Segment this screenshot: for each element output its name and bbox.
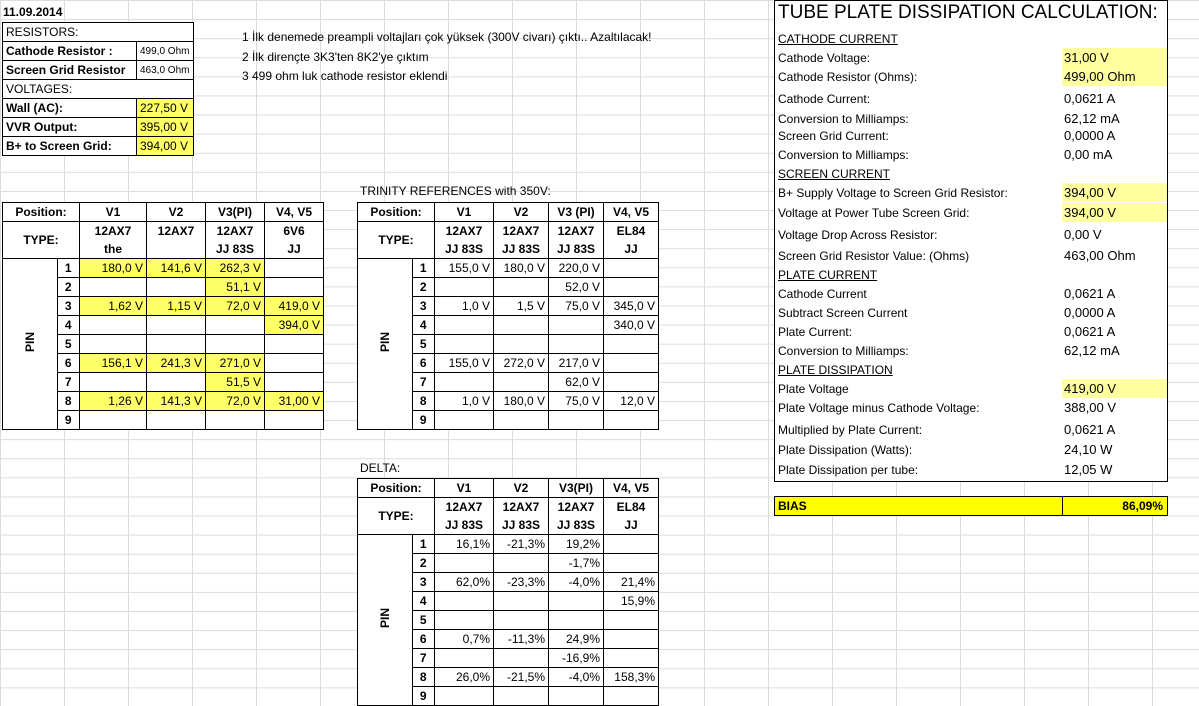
voltage-cell[interactable] [80, 373, 147, 392]
pin-number[interactable]: 6 [412, 354, 434, 373]
calc-section-heading[interactable]: CATHODE CURRENT [778, 32, 898, 46]
voltage-cell[interactable]: -16,9% [549, 649, 604, 668]
note-2[interactable]: 2 İlk dirençte 3K3'ten 8K2'ye çıktım [242, 50, 429, 64]
cathode-resistor-value[interactable]: 499,0 Ohm [137, 42, 194, 61]
calc-value[interactable]: 0,0621 A [1064, 286, 1116, 301]
calc-label[interactable]: Conversion to Milliamps: [778, 148, 909, 162]
calc-section-row [775, 29, 1167, 48]
voltage-cell[interactable] [604, 649, 659, 668]
type-header[interactable]: TYPE: [358, 222, 435, 259]
voltage-cell[interactable]: -23,3% [494, 573, 549, 592]
pin-label-text: PIN [377, 332, 392, 353]
pin-number[interactable]: 5 [412, 335, 434, 354]
voltage-cell[interactable]: 21,4% [604, 573, 659, 592]
voltage-cell[interactable]: -1,7% [549, 554, 604, 573]
calc-value[interactable]: 0,0621 A [1064, 422, 1116, 437]
wall-ac-value[interactable]: 227,50 V [137, 99, 194, 118]
calc-row [775, 203, 1167, 222]
voltage-cell[interactable] [604, 554, 659, 573]
voltage-cell[interactable] [435, 687, 494, 706]
voltage-cell[interactable] [494, 611, 549, 630]
voltage-cell[interactable] [80, 335, 147, 354]
type-cell[interactable]: 12AX7 [549, 222, 604, 241]
voltage-cell[interactable] [494, 335, 549, 354]
voltage-cell[interactable]: 62,0% [435, 573, 494, 592]
pin-number[interactable]: 3 [412, 573, 434, 592]
voltage-cell[interactable] [604, 354, 659, 373]
type-cell[interactable]: JJ [265, 240, 324, 259]
voltage-cell[interactable]: -21,3% [494, 535, 549, 554]
voltage-cell[interactable] [435, 554, 494, 573]
voltage-cell[interactable] [435, 335, 494, 354]
voltage-cell[interactable]: 180,0 V [80, 259, 147, 278]
wall-ac-label[interactable]: Wall (AC): [3, 99, 137, 118]
position-header[interactable]: Position: [358, 203, 435, 222]
voltage-cell[interactable] [147, 373, 206, 392]
calc-value[interactable]: 388,00 V [1064, 400, 1117, 415]
type-cell[interactable]: JJ 83S [494, 516, 549, 535]
voltage-cell[interactable]: 52,0 V [549, 278, 604, 297]
calc-section-heading[interactable]: SCREEN CURRENT [778, 167, 891, 181]
voltage-cell[interactable]: 15,9% [604, 592, 659, 611]
col-header[interactable]: V1 [435, 203, 494, 222]
voltage-cell[interactable] [435, 373, 494, 392]
calc-label[interactable]: Screen Grid Current: [778, 129, 889, 143]
calc-row [775, 398, 1167, 417]
pin-number[interactable]: 2 [412, 278, 434, 297]
calc-value[interactable]: 419,00 V [1062, 379, 1167, 398]
pin-number[interactable]: 3 [412, 297, 434, 316]
calc-label[interactable]: Conversion to Milliamps: [778, 344, 909, 358]
voltage-cell[interactable]: 180,0 V [494, 392, 549, 411]
type-header[interactable]: TYPE: [3, 222, 80, 259]
voltage-cell[interactable]: 241,3 V [147, 354, 206, 373]
pin-number[interactable]: 1 [57, 259, 79, 278]
position-header[interactable]: Position: [358, 479, 435, 498]
voltage-cell[interactable] [147, 335, 206, 354]
trinity-table [357, 202, 659, 430]
voltage-cell[interactable] [604, 535, 659, 554]
trinity-caption[interactable]: TRINITY REFERENCES with 350V: [360, 184, 551, 198]
calc-row [775, 126, 1167, 145]
voltage-cell[interactable]: 51,1 V [206, 278, 265, 297]
voltage-cell[interactable]: 1,0 V [435, 297, 494, 316]
type-cell[interactable]: JJ 83S [494, 240, 549, 259]
voltage-cell[interactable] [549, 592, 604, 611]
bias-row [774, 496, 1168, 516]
calc-value[interactable]: 62,12 mA [1064, 343, 1120, 358]
voltage-cell[interactable]: 340,0 V [604, 316, 659, 335]
pin-row [3, 259, 324, 278]
voltages-title[interactable]: VOLTAGES: [3, 80, 194, 99]
bplus-screen-label[interactable]: B+ to Screen Grid: [3, 137, 137, 156]
voltage-cell[interactable]: 0,7% [435, 630, 494, 649]
voltage-cell[interactable]: 31,00 V [265, 392, 324, 411]
type-cell[interactable]: JJ 83S [435, 240, 494, 259]
calc-row [775, 322, 1167, 341]
type-cell[interactable]: 12AX7 [206, 222, 265, 241]
voltage-cell[interactable]: 220,0 V [549, 259, 604, 278]
calc-label[interactable]: Plate Dissipation (Watts): [778, 443, 913, 457]
type-cell[interactable] [147, 240, 206, 259]
voltage-cell[interactable] [265, 411, 324, 430]
pin-number[interactable]: 7 [57, 373, 79, 392]
type-cell[interactable]: EL84 [604, 498, 659, 517]
type-cell[interactable]: JJ [604, 240, 659, 259]
calc-label[interactable]: Cathode Resistor (Ohms): [778, 70, 918, 84]
pin-number[interactable]: 8 [412, 668, 434, 687]
voltage-cell[interactable]: 180,0 V [494, 259, 549, 278]
plate-dissipation-calc [774, 0, 1168, 482]
calc-value[interactable]: 0,0000 A [1064, 128, 1116, 143]
pin-label[interactable] [3, 259, 58, 430]
screen-grid-resistor-value[interactable]: 463,0 Ohm [137, 61, 194, 80]
pin-label[interactable] [358, 535, 413, 706]
col-header[interactable]: V3(PI) [206, 203, 265, 222]
pin-number[interactable]: 6 [57, 354, 79, 373]
voltage-cell[interactable]: 217,0 V [549, 354, 604, 373]
delta-table [357, 478, 659, 706]
voltage-cell[interactable]: 51,5 V [206, 373, 265, 392]
calc-row [775, 67, 1167, 86]
voltage-cell[interactable] [206, 316, 265, 335]
voltage-cell[interactable]: 19,2% [549, 535, 604, 554]
pin-number[interactable]: 9 [412, 687, 434, 706]
calc-value[interactable]: 62,12 mA [1064, 111, 1120, 126]
voltage-cell[interactable] [435, 278, 494, 297]
voltage-cell[interactable] [604, 335, 659, 354]
voltage-cell[interactable]: 75,0 V [549, 297, 604, 316]
type-cell[interactable]: JJ 83S [549, 240, 604, 259]
voltage-cell[interactable]: 72,0 V [206, 392, 265, 411]
voltage-cell[interactable]: 272,0 V [494, 354, 549, 373]
type-cell[interactable]: JJ [604, 516, 659, 535]
cathode-resistor-label[interactable]: Cathode Resistor : [3, 42, 137, 61]
type-cell[interactable]: 12AX7 [435, 498, 494, 517]
vvr-output-value[interactable]: 395,00 V [137, 118, 194, 137]
voltage-cell[interactable] [435, 592, 494, 611]
voltage-cell[interactable] [494, 592, 549, 611]
bias-value[interactable]: 86,09% [1122, 499, 1163, 513]
col-header[interactable]: V4, V5 [604, 479, 659, 498]
col-header[interactable]: V1 [435, 479, 494, 498]
calc-row [775, 246, 1167, 265]
calc-label[interactable]: Plate Voltage minus Cathode Voltage: [778, 401, 980, 415]
voltage-cell[interactable]: 394,0 V [265, 316, 324, 335]
calc-value[interactable]: 499,00 Ohm [1062, 67, 1167, 86]
voltage-cell[interactable] [265, 354, 324, 373]
pin-number[interactable]: 2 [412, 554, 434, 573]
calc-title[interactable]: TUBE PLATE DISSIPATION CALCULATION: [778, 2, 1158, 23]
voltage-cell[interactable] [265, 278, 324, 297]
voltage-cell[interactable]: 1,0 V [435, 392, 494, 411]
pin-number[interactable]: 5 [412, 611, 434, 630]
type-cell[interactable]: 12AX7 [147, 222, 206, 241]
calc-label[interactable]: Plate Current: [778, 325, 853, 339]
voltage-cell[interactable]: 158,3% [604, 668, 659, 687]
calc-section-row [775, 265, 1167, 284]
pin-number[interactable]: 5 [57, 335, 79, 354]
voltage-cell[interactable] [494, 278, 549, 297]
calc-label[interactable]: Voltage Drop Across Resistor: [778, 228, 938, 242]
calc-row [775, 460, 1167, 479]
voltage-cell[interactable] [147, 278, 206, 297]
calc-section-row [775, 360, 1167, 379]
voltage-cell[interactable]: 345,0 V [604, 297, 659, 316]
voltage-cell[interactable]: 155,0 V [435, 259, 494, 278]
calc-value[interactable]: 463,00 Ohm [1064, 248, 1136, 263]
calc-value[interactable]: 0,00 V [1064, 227, 1102, 242]
voltage-cell[interactable]: 155,0 V [435, 354, 494, 373]
calc-row [775, 303, 1167, 322]
calc-row [775, 89, 1167, 108]
voltage-cell[interactable] [265, 335, 324, 354]
voltage-cell[interactable] [80, 278, 147, 297]
calc-value[interactable]: 0,00 mA [1064, 147, 1113, 162]
calc-value[interactable]: 31,00 V [1062, 48, 1167, 67]
resistors-table [2, 22, 194, 156]
type-cell[interactable]: 12AX7 [494, 498, 549, 517]
type-cell[interactable]: 12AX7 [80, 222, 147, 241]
pin-number[interactable]: 4 [412, 316, 434, 335]
voltage-cell[interactable]: 262,3 V [206, 259, 265, 278]
voltage-cell[interactable] [604, 411, 659, 430]
calc-row [775, 225, 1167, 244]
calc-value[interactable]: 24,10 W [1064, 442, 1113, 457]
col-header[interactable]: V4, V5 [604, 203, 659, 222]
voltage-cell[interactable] [604, 687, 659, 706]
voltage-cell[interactable] [435, 649, 494, 668]
type-cell[interactable]: 12AX7 [549, 498, 604, 517]
col-header[interactable]: V3 (PI) [549, 203, 604, 222]
pin-number[interactable]: 1 [412, 259, 434, 278]
calc-label[interactable]: Conversion to Milliamps: [778, 112, 909, 126]
voltage-cell[interactable]: 62,0 V [549, 373, 604, 392]
bplus-screen-value[interactable]: 394,00 V [137, 137, 194, 156]
pin-label[interactable] [358, 259, 413, 430]
calc-row [775, 379, 1167, 398]
voltage-cell[interactable] [206, 335, 265, 354]
calc-row [775, 183, 1167, 202]
voltage-cell[interactable] [494, 649, 549, 668]
pin-row [358, 535, 659, 554]
pin-number[interactable]: 1 [412, 535, 434, 554]
type-cell[interactable]: 12AX7 [494, 222, 549, 241]
calc-row [775, 284, 1167, 303]
pin-number[interactable]: 4 [412, 592, 434, 611]
type-cell[interactable]: EL84 [604, 222, 659, 241]
voltage-cell[interactable]: 141,6 V [147, 259, 206, 278]
bias-label[interactable]: BIAS [778, 499, 807, 513]
voltage-cell[interactable] [494, 316, 549, 335]
calc-value[interactable]: 394,00 V [1062, 203, 1167, 222]
calc-row [775, 48, 1167, 67]
voltage-cell[interactable]: 1,62 V [80, 297, 147, 316]
voltage-cell[interactable] [604, 611, 659, 630]
vvr-output-label[interactable]: VVR Output: [3, 118, 137, 137]
pin-number[interactable]: 7 [412, 649, 434, 668]
voltage-cell[interactable]: 12,0 V [604, 392, 659, 411]
voltage-cell[interactable] [265, 373, 324, 392]
voltage-cell[interactable] [494, 687, 549, 706]
col-header[interactable]: V4, V5 [265, 203, 324, 222]
pin-label-text: PIN [377, 608, 392, 629]
note-1[interactable]: 1 İlk denemede preampli voltajları çok yüksek (300V civarı) çıktı.. Azaltılacak! [242, 30, 652, 44]
voltage-cell[interactable] [604, 278, 659, 297]
pin-number[interactable]: 6 [412, 630, 434, 649]
type-cell[interactable]: JJ 83S [549, 516, 604, 535]
calc-value[interactable]: 0,0621 A [1064, 324, 1116, 339]
calc-row [775, 145, 1167, 164]
type-cell[interactable]: 12AX7 [435, 222, 494, 241]
voltage-cell[interactable] [549, 687, 604, 706]
type-cell[interactable]: the [80, 240, 147, 259]
voltage-cell[interactable]: 24,9% [549, 630, 604, 649]
calc-label[interactable]: Cathode Current: [778, 92, 871, 106]
calc-label[interactable]: Voltage at Power Tube Screen Grid: [778, 206, 970, 220]
calc-label[interactable]: Cathode Voltage: [778, 51, 871, 65]
type-cell[interactable]: JJ 83S [435, 516, 494, 535]
voltage-cell[interactable]: 1,5 V [494, 297, 549, 316]
voltage-cell[interactable] [604, 630, 659, 649]
pin-number[interactable]: 4 [57, 316, 79, 335]
calc-section-row [775, 164, 1167, 183]
pin-number[interactable]: 9 [57, 411, 79, 430]
voltage-cell[interactable] [265, 259, 324, 278]
pin-number[interactable]: 9 [412, 411, 434, 430]
type-cell[interactable]: 6V6 [265, 222, 324, 241]
pin-number[interactable]: 7 [412, 373, 434, 392]
pin-number[interactable]: 8 [412, 392, 434, 411]
voltage-cell[interactable]: -21,5% [494, 668, 549, 687]
pin-number[interactable]: 8 [57, 392, 79, 411]
voltage-cell[interactable] [147, 411, 206, 430]
calc-label[interactable]: Multiplied by Plate Current: [778, 423, 923, 437]
pin-label-text: PIN [22, 332, 37, 353]
voltage-cell[interactable] [147, 316, 206, 335]
delta-caption[interactable]: DELTA: [360, 461, 401, 475]
pin-number[interactable]: 3 [57, 297, 79, 316]
voltage-cell[interactable]: 141,3 V [147, 392, 206, 411]
type-cell[interactable]: JJ 83S [206, 240, 265, 259]
calc-value[interactable]: 0,0621 A [1064, 91, 1116, 106]
voltage-cell[interactable] [494, 373, 549, 392]
voltage-cell[interactable] [435, 611, 494, 630]
voltage-cell[interactable] [549, 335, 604, 354]
col-header[interactable]: V2 [147, 203, 206, 222]
voltage-cell[interactable] [494, 411, 549, 430]
calc-label[interactable]: Plate Dissipation per tube: [778, 463, 919, 477]
calc-row [775, 440, 1167, 459]
voltage-cell[interactable]: 1,15 V [147, 297, 206, 316]
voltage-cell[interactable]: -11,3% [494, 630, 549, 649]
voltage-cell[interactable]: 271,0 V [206, 354, 265, 373]
calc-value[interactable]: 0,0000 A [1064, 305, 1116, 320]
calc-label[interactable]: B+ Supply Voltage to Screen Grid Resistor: [778, 186, 1008, 200]
voltage-cell[interactable] [435, 411, 494, 430]
calc-row [775, 420, 1167, 439]
calc-label[interactable]: Cathode Current [778, 287, 867, 301]
col-header[interactable]: V3(PI) [549, 479, 604, 498]
voltage-cell[interactable] [549, 316, 604, 335]
voltage-cell[interactable] [206, 411, 265, 430]
measurements-table [2, 202, 324, 430]
voltage-cell[interactable] [494, 554, 549, 573]
note-3[interactable]: 3 499 ohm luk cathode resistor eklendi [242, 69, 448, 83]
calc-value[interactable]: 12,05 W [1064, 462, 1113, 477]
voltage-cell[interactable] [435, 316, 494, 335]
resistors-title[interactable]: RESISTORS: [3, 23, 194, 42]
calc-label[interactable]: Plate Voltage [778, 382, 849, 396]
pin-number[interactable]: 2 [57, 278, 79, 297]
calc-section-heading[interactable]: PLATE CURRENT [778, 268, 878, 282]
voltage-cell[interactable]: 72,0 V [206, 297, 265, 316]
voltage-cell[interactable] [604, 259, 659, 278]
col-header[interactable]: V2 [494, 479, 549, 498]
screen-grid-resistor-label[interactable]: Screen Grid Resistor [3, 61, 137, 80]
calc-label[interactable]: Subtract Screen Current [778, 306, 908, 320]
calc-section-heading[interactable]: PLATE DISSIPATION [778, 363, 893, 377]
calc-label[interactable]: Screen Grid Resistor Value: (Ohms) [778, 249, 970, 263]
voltage-cell[interactable] [549, 411, 604, 430]
calc-row [775, 341, 1167, 360]
type-header[interactable]: TYPE: [358, 498, 435, 535]
position-header[interactable]: Position: [3, 203, 80, 222]
voltage-cell[interactable]: 156,1 V [80, 354, 147, 373]
voltage-cell[interactable] [549, 611, 604, 630]
calc-value[interactable]: 394,00 V [1062, 183, 1167, 202]
pin-row [358, 259, 659, 278]
voltage-cell[interactable]: 419,0 V [265, 297, 324, 316]
voltage-cell[interactable]: 16,1% [435, 535, 494, 554]
voltage-cell[interactable] [80, 411, 147, 430]
voltage-cell[interactable]: 26,0% [435, 668, 494, 687]
voltage-cell[interactable] [604, 373, 659, 392]
voltage-cell[interactable]: 1,26 V [80, 392, 147, 411]
voltage-cell[interactable]: -4,0% [549, 668, 604, 687]
col-header[interactable]: V2 [494, 203, 549, 222]
voltage-cell[interactable]: -4,0% [549, 573, 604, 592]
voltage-cell[interactable]: 75,0 V [549, 392, 604, 411]
col-header[interactable]: V1 [80, 203, 147, 222]
date-cell[interactable]: 11.09.2014 [3, 5, 63, 19]
voltage-cell[interactable] [80, 316, 147, 335]
